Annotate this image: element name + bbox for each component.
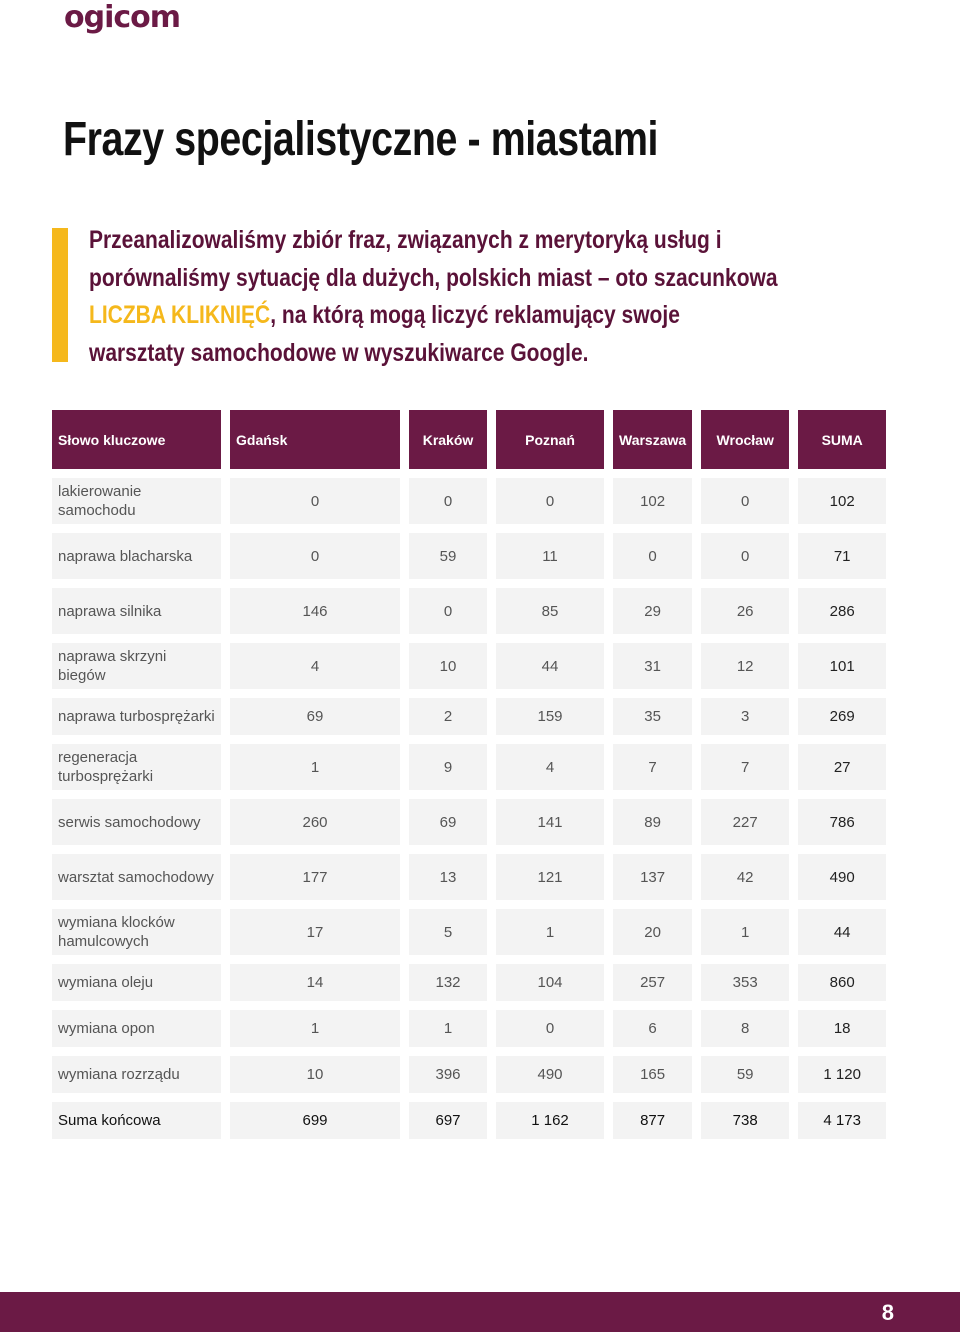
city-value-cell: 102: [613, 478, 692, 524]
city-value-cell: 121: [496, 854, 604, 900]
city-value-cell: 9: [409, 744, 487, 790]
city-value-cell: 877: [613, 1102, 692, 1139]
keyword-cell: wymiana rozrządu: [52, 1056, 221, 1093]
sum-cell: 44: [798, 909, 886, 955]
city-value-cell: 699: [230, 1102, 400, 1139]
intro-text-end: , na którą mogą liczyć reklamujący swoje warsztaty samochodowe w wyszukiwarce Google.: [89, 301, 680, 367]
header-krakow: Kraków: [409, 410, 487, 469]
city-value-cell: 1 162: [496, 1102, 604, 1139]
header-keyword: Słowo kluczowe: [52, 410, 221, 469]
city-value-cell: 7: [613, 744, 692, 790]
page-number: 8: [881, 1300, 894, 1325]
city-value-cell: 11: [496, 533, 604, 579]
city-value-cell: 42: [701, 854, 789, 900]
city-value-cell: 69: [409, 799, 487, 845]
keyword-cell: naprawa silnika: [52, 588, 221, 634]
sum-cell: 860: [798, 964, 886, 1001]
city-value-cell: 59: [701, 1056, 789, 1093]
city-value-cell: 1: [496, 909, 604, 955]
city-value-cell: 0: [496, 1010, 604, 1047]
table-row: [52, 909, 886, 955]
city-value-cell: 10: [230, 1056, 400, 1093]
city-value-cell: 44: [496, 643, 604, 689]
table-total-row: [52, 1102, 886, 1139]
city-value-cell: 257: [613, 964, 692, 1001]
city-value-cell: 141: [496, 799, 604, 845]
sum-cell: 27: [798, 744, 886, 790]
city-value-cell: 17: [230, 909, 400, 955]
city-value-cell: 31: [613, 643, 692, 689]
sum-cell: 71: [798, 533, 886, 579]
city-value-cell: 29: [613, 588, 692, 634]
header-suma: SUMA: [798, 410, 886, 469]
keyword-cell: wymiana klocków hamulcowych: [52, 909, 221, 955]
city-value-cell: 26: [701, 588, 789, 634]
table-row: [52, 1010, 886, 1047]
sum-cell: 269: [798, 698, 886, 735]
table-row: [52, 478, 886, 524]
city-value-cell: 177: [230, 854, 400, 900]
city-value-cell: 396: [409, 1056, 487, 1093]
keyword-cell: wymiana oleju: [52, 964, 221, 1001]
city-value-cell: 1: [409, 1010, 487, 1047]
city-value-cell: 20: [613, 909, 692, 955]
city-value-cell: 35: [613, 698, 692, 735]
city-value-cell: 0: [701, 533, 789, 579]
city-value-cell: 4: [496, 744, 604, 790]
city-value-cell: 0: [230, 533, 400, 579]
clicks-table: [43, 401, 895, 1148]
city-value-cell: 1: [701, 909, 789, 955]
intro-paragraph: [89, 222, 778, 372]
city-value-cell: 0: [409, 588, 487, 634]
city-value-cell: 227: [701, 799, 789, 845]
keyword-cell: Suma końcowa: [52, 1102, 221, 1139]
table-row: [52, 964, 886, 1001]
intro-accent-bar: [52, 228, 68, 362]
sum-cell: 18: [798, 1010, 886, 1047]
city-value-cell: 490: [496, 1056, 604, 1093]
sum-cell: 102: [798, 478, 886, 524]
sum-cell: 490: [798, 854, 886, 900]
city-value-cell: 1: [230, 744, 400, 790]
city-value-cell: 1: [230, 1010, 400, 1047]
footer-bar: [0, 1292, 960, 1332]
header-poznan: Poznań: [496, 410, 604, 469]
table-header-row: [52, 410, 886, 469]
keyword-cell: naprawa blacharska: [52, 533, 221, 579]
keyword-cell: lakierowanie samochodu: [52, 478, 221, 524]
sum-cell: 1 120: [798, 1056, 886, 1093]
city-value-cell: 260: [230, 799, 400, 845]
city-value-cell: 59: [409, 533, 487, 579]
city-value-cell: 159: [496, 698, 604, 735]
sum-cell: 786: [798, 799, 886, 845]
header-warszawa: Warszawa: [613, 410, 692, 469]
keyword-cell: serwis samochodowy: [52, 799, 221, 845]
city-value-cell: 137: [613, 854, 692, 900]
keyword-cell: naprawa turbosprężarki: [52, 698, 221, 735]
table-row: [52, 588, 886, 634]
city-value-cell: 146: [230, 588, 400, 634]
city-value-cell: 104: [496, 964, 604, 1001]
city-value-cell: 0: [701, 478, 789, 524]
city-value-cell: 10: [409, 643, 487, 689]
keyword-cell: naprawa skrzyni biegów: [52, 643, 221, 689]
city-value-cell: 8: [701, 1010, 789, 1047]
city-value-cell: 6: [613, 1010, 692, 1047]
city-value-cell: 69: [230, 698, 400, 735]
page-title: Frazy specjalistyczne - miastami: [63, 113, 659, 166]
city-value-cell: 85: [496, 588, 604, 634]
city-value-cell: 738: [701, 1102, 789, 1139]
city-value-cell: 0: [230, 478, 400, 524]
keyword-cell: wymiana opon: [52, 1010, 221, 1047]
city-value-cell: 89: [613, 799, 692, 845]
city-value-cell: 5: [409, 909, 487, 955]
city-value-cell: 697: [409, 1102, 487, 1139]
table-row: [52, 854, 886, 900]
table-row: [52, 799, 886, 845]
city-value-cell: 0: [409, 478, 487, 524]
city-value-cell: 4: [230, 643, 400, 689]
city-value-cell: 14: [230, 964, 400, 1001]
city-value-cell: 7: [701, 744, 789, 790]
table-row: [52, 643, 886, 689]
table-row: [52, 1056, 886, 1093]
city-value-cell: 13: [409, 854, 487, 900]
city-value-cell: 0: [496, 478, 604, 524]
table-row: [52, 533, 886, 579]
city-value-cell: 132: [409, 964, 487, 1001]
intro-text-start: Przeanalizowaliśmy zbiór fraz, związanych z merytoryką usług i porównaliśmy sytuację dla dużych, polskich miast – oto szacunkowa: [89, 226, 778, 292]
city-value-cell: 0: [613, 533, 692, 579]
city-value-cell: 165: [613, 1056, 692, 1093]
city-value-cell: 353: [701, 964, 789, 1001]
header-gdansk: Gdańsk: [230, 410, 400, 469]
city-value-cell: 3: [701, 698, 789, 735]
intro-highlight: LICZBA KLIKNIĘĆ: [89, 301, 271, 329]
ogicom-logo: ogicom: [64, 0, 181, 35]
table-row: [52, 744, 886, 790]
city-value-cell: 12: [701, 643, 789, 689]
sum-cell: 286: [798, 588, 886, 634]
table-row: [52, 698, 886, 735]
keyword-cell: regeneracja turbosprężarki: [52, 744, 221, 790]
sum-cell: 101: [798, 643, 886, 689]
city-value-cell: 2: [409, 698, 487, 735]
sum-cell: 4 173: [798, 1102, 886, 1139]
keyword-cell: warsztat samochodowy: [52, 854, 221, 900]
header-wroclaw: Wrocław: [701, 410, 789, 469]
